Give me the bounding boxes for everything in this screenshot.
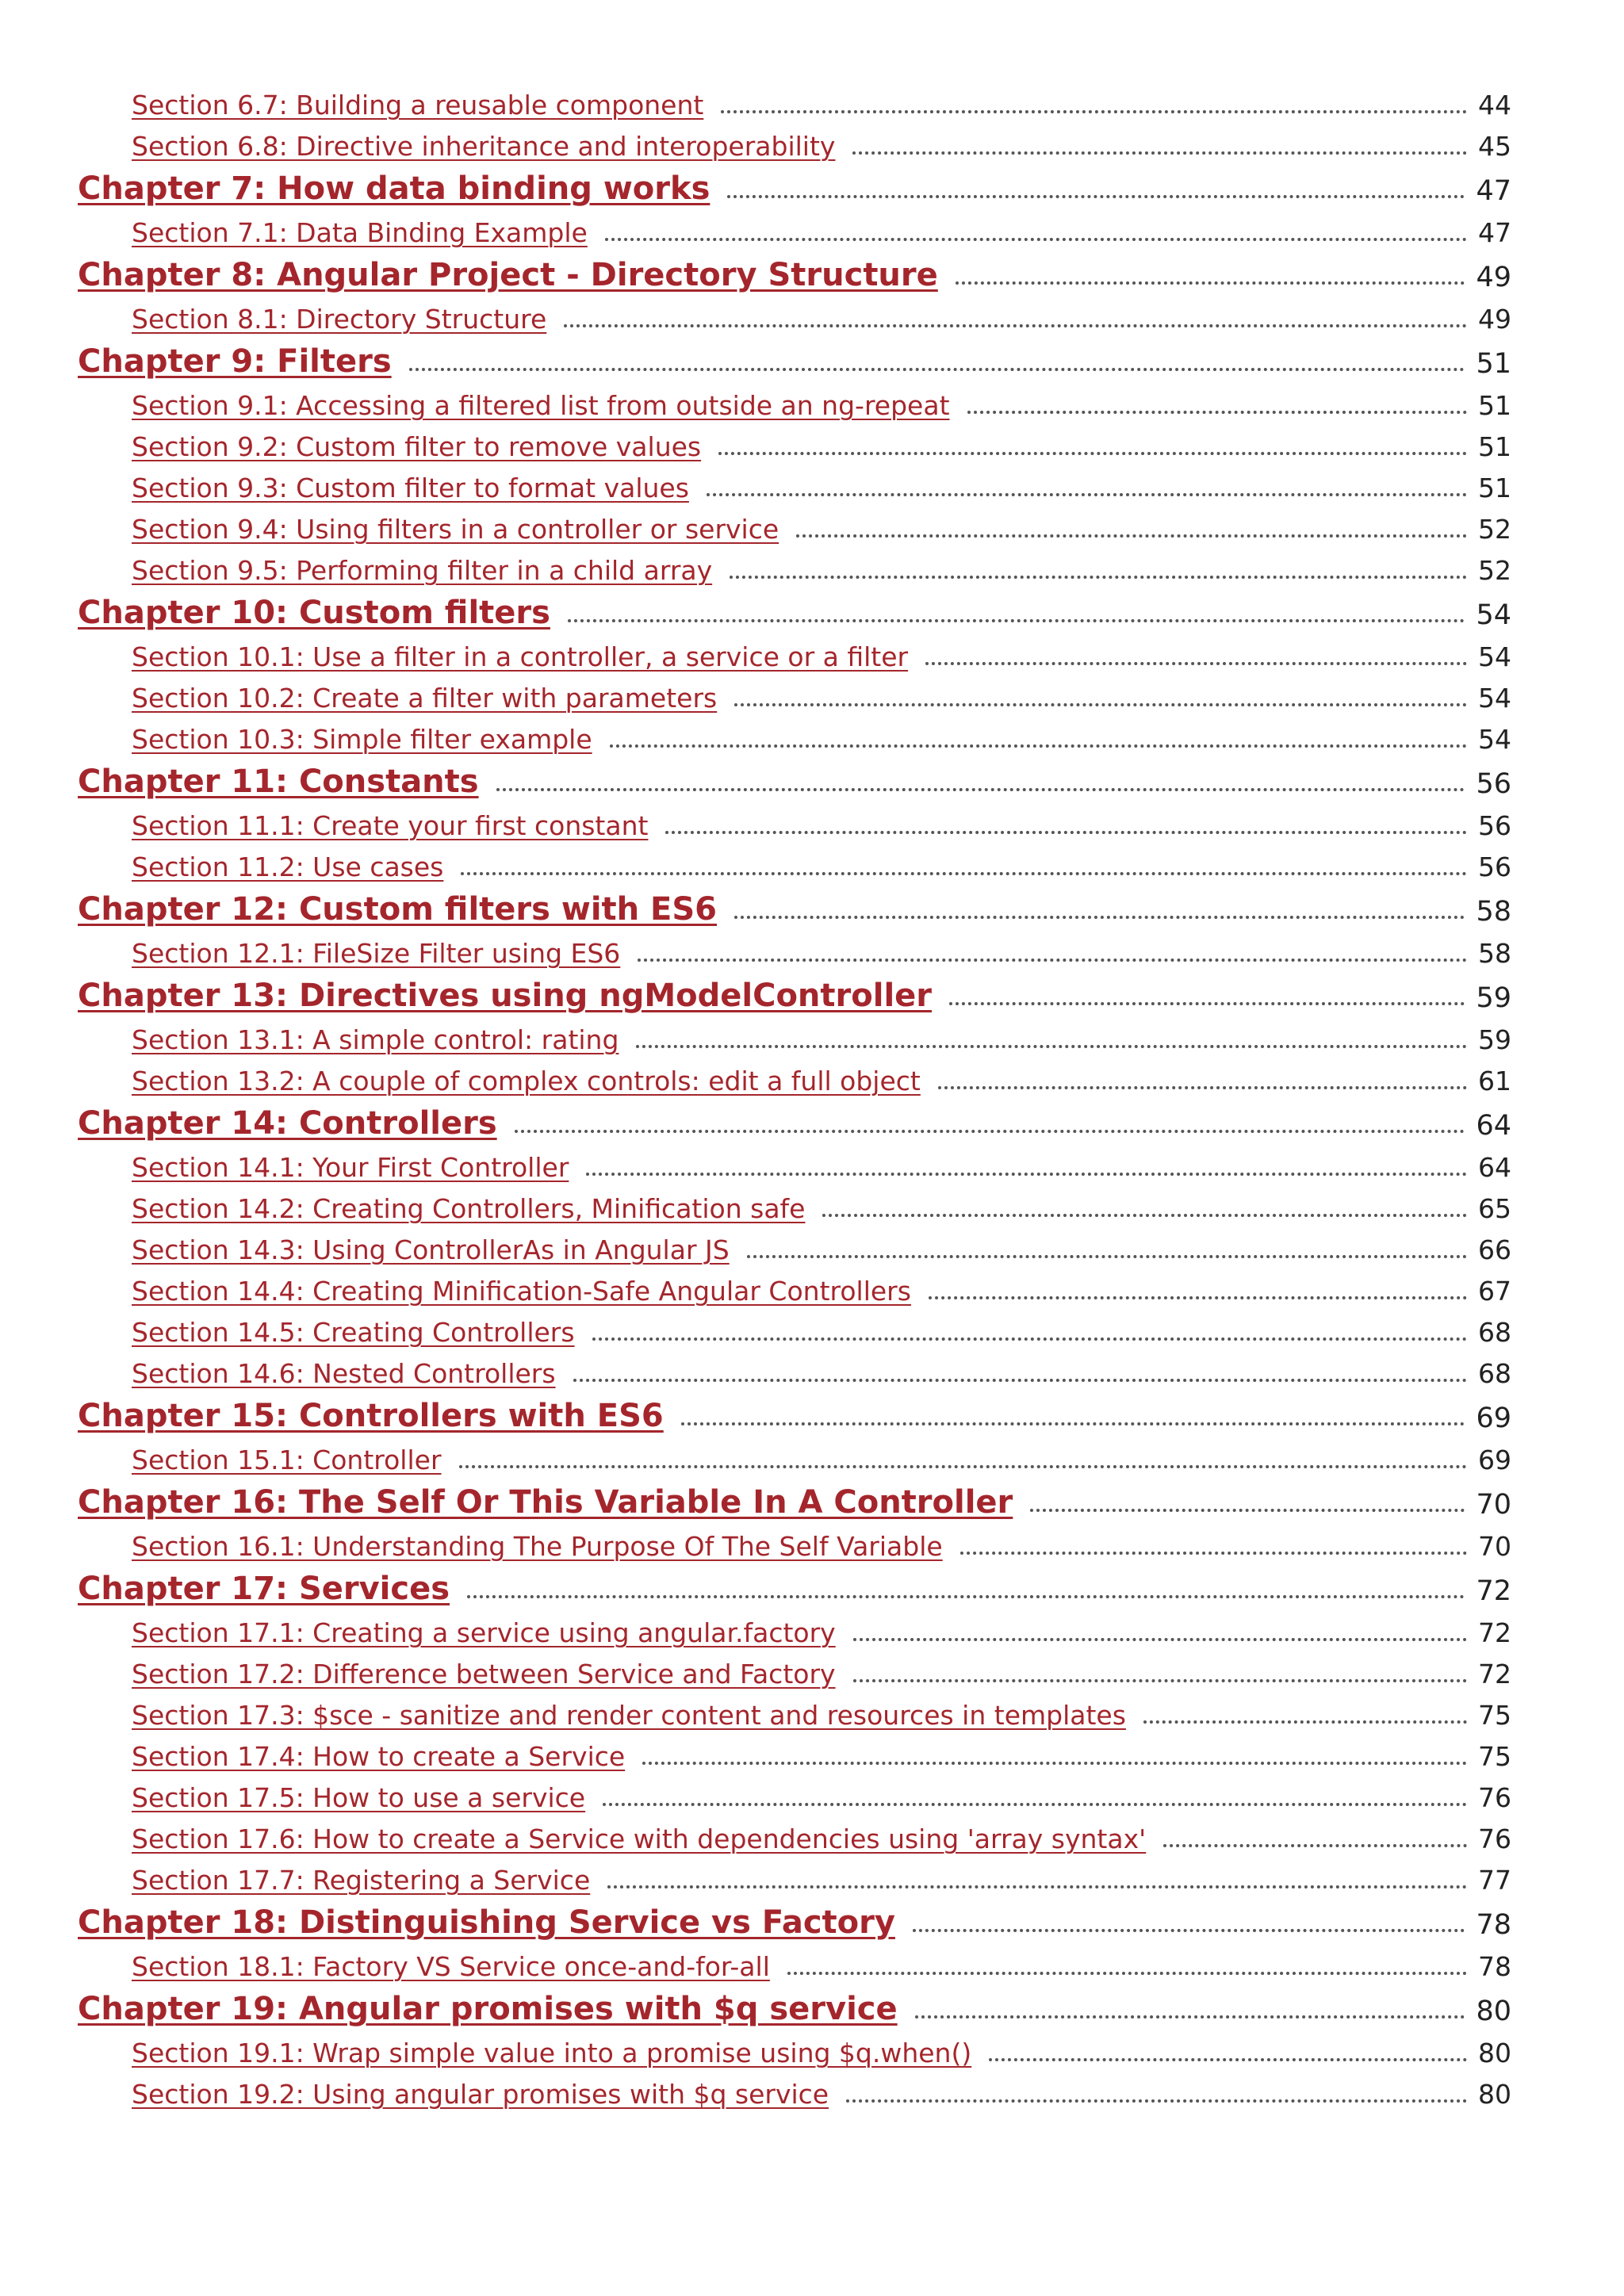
page-number: 56 bbox=[1478, 851, 1511, 882]
page-number: 61 bbox=[1478, 1066, 1511, 1096]
chapter-link[interactable]: Chapter 14: Controllers bbox=[78, 1105, 497, 1142]
page-number: 59 bbox=[1478, 1024, 1511, 1055]
page-number: 64 bbox=[1478, 1152, 1511, 1183]
section-link[interactable]: Section 17.2: Difference between Service and Factory bbox=[132, 1659, 836, 1689]
section-link[interactable]: Section 9.1: Accessing a filtered list from outside an ng-repeat bbox=[132, 390, 950, 421]
toc-section-row[interactable] bbox=[78, 1731, 1511, 1772]
section-link[interactable]: Section 9.2: Custom filter to remove values bbox=[132, 431, 702, 462]
toc-section-row[interactable] bbox=[78, 293, 1511, 335]
toc-section-row[interactable] bbox=[78, 1941, 1511, 1982]
page-number: 54 bbox=[1478, 724, 1511, 755]
section-link[interactable]: Section 17.5: How to use a service bbox=[132, 1782, 586, 1813]
page-number: 75 bbox=[1478, 1700, 1511, 1731]
dot-leader bbox=[1143, 1720, 1467, 1724]
page-number: 47 bbox=[1478, 217, 1511, 248]
dot-leader bbox=[929, 1296, 1467, 1299]
dot-leader bbox=[459, 1465, 1467, 1468]
page-number: 54 bbox=[1478, 683, 1511, 714]
chapter-link[interactable]: Chapter 7: How data binding works bbox=[78, 170, 710, 207]
dot-leader bbox=[564, 324, 1467, 327]
dot-leader bbox=[638, 959, 1467, 962]
page-number: 72 bbox=[1478, 1659, 1511, 1689]
page-number: 44 bbox=[1478, 90, 1511, 121]
section-link[interactable]: Section 17.6: How to create a Service with dependencies using 'array syntax' bbox=[132, 1823, 1147, 1854]
toc-section-row[interactable] bbox=[78, 800, 1511, 841]
dot-leader bbox=[853, 1638, 1467, 1641]
toc-section-row[interactable] bbox=[78, 928, 1511, 969]
page-number: 70 bbox=[1476, 1489, 1511, 1521]
dot-leader bbox=[727, 195, 1465, 198]
toc-section-row[interactable] bbox=[78, 714, 1511, 755]
page-number: 54 bbox=[1478, 641, 1511, 672]
toc-section-row[interactable] bbox=[78, 1521, 1511, 1562]
chapter-link[interactable]: Chapter 12: Custom filters with ES6 bbox=[78, 891, 718, 928]
page-number: 76 bbox=[1478, 1782, 1511, 1813]
section-link[interactable]: Section 11.2: Use cases bbox=[132, 851, 444, 882]
section-link[interactable]: Section 10.2: Create a filter with parameters bbox=[132, 683, 718, 714]
page-number: 80 bbox=[1478, 2038, 1511, 2068]
dot-leader bbox=[852, 151, 1467, 155]
section-link[interactable]: Section 17.1: Creating a service using angular.factory bbox=[132, 1617, 836, 1648]
toc-section-row[interactable] bbox=[78, 1607, 1511, 1648]
toc-chapter-row[interactable] bbox=[78, 586, 1511, 631]
toc-section-row[interactable] bbox=[78, 121, 1511, 162]
dot-leader bbox=[730, 576, 1467, 579]
toc-section-row[interactable] bbox=[78, 1348, 1511, 1389]
chapter-link[interactable]: Chapter 11: Constants bbox=[78, 763, 479, 800]
page-number: 65 bbox=[1478, 1193, 1511, 1224]
page-number: 75 bbox=[1478, 1741, 1511, 1772]
page-number: 64 bbox=[1476, 1110, 1511, 1142]
section-link[interactable]: Section 17.4: How to create a Service bbox=[132, 1741, 626, 1772]
toc-section-row[interactable] bbox=[78, 545, 1511, 586]
toc-section-row[interactable] bbox=[78, 1648, 1511, 1689]
section-link[interactable]: Section 13.2: A couple of complex controls: edit a full object bbox=[132, 1066, 921, 1096]
dot-leader bbox=[989, 2058, 1467, 2061]
dot-leader bbox=[665, 831, 1467, 834]
page-number: 78 bbox=[1478, 1951, 1511, 1982]
chapter-link[interactable]: Chapter 17: Services bbox=[78, 1571, 450, 1607]
dot-leader bbox=[636, 1045, 1467, 1048]
toc-chapter-row[interactable] bbox=[78, 162, 1511, 207]
dot-leader bbox=[461, 872, 1467, 875]
page-number: 52 bbox=[1478, 514, 1511, 545]
toc-section-row[interactable] bbox=[78, 1854, 1511, 1896]
page-number: 51 bbox=[1476, 348, 1511, 380]
page-number: 56 bbox=[1476, 768, 1511, 800]
toc-section-row[interactable] bbox=[78, 462, 1511, 503]
section-link[interactable]: Section 14.1: Your First Controller bbox=[132, 1152, 569, 1183]
dot-leader bbox=[787, 1972, 1467, 1975]
page-number: 72 bbox=[1478, 1617, 1511, 1648]
chapter-link[interactable]: Chapter 9: Filters bbox=[78, 343, 392, 380]
toc-section-row[interactable] bbox=[78, 1183, 1511, 1224]
dot-leader bbox=[949, 1002, 1465, 1005]
chapter-link[interactable]: Chapter 19: Angular promises with $q service bbox=[78, 1991, 898, 2027]
toc-section-row[interactable] bbox=[78, 380, 1511, 421]
section-link[interactable]: Section 13.1: A simple control: rating bbox=[132, 1024, 619, 1055]
toc-section-row[interactable] bbox=[78, 631, 1511, 672]
dot-leader bbox=[642, 1762, 1467, 1765]
section-link[interactable]: Section 14.3: Using ControllerAs in Angular JS bbox=[132, 1234, 730, 1265]
dot-leader bbox=[1163, 1844, 1467, 1847]
toc-chapter-row[interactable] bbox=[78, 1475, 1511, 1521]
dot-leader bbox=[846, 2099, 1467, 2103]
table-of-contents bbox=[78, 79, 1511, 2110]
section-link[interactable]: Section 11.1: Create your first constant bbox=[132, 810, 649, 841]
toc-section-row[interactable] bbox=[78, 1014, 1511, 1055]
chapter-link[interactable]: Chapter 16: The Self Or This Variable In A Controller bbox=[78, 1484, 1013, 1521]
toc-section-row[interactable] bbox=[78, 841, 1511, 882]
dot-leader bbox=[938, 1086, 1467, 1089]
page-number: 54 bbox=[1476, 599, 1511, 631]
section-link[interactable]: Section 18.1: Factory VS Service once-and-for-all bbox=[132, 1951, 770, 1982]
dot-leader bbox=[610, 744, 1467, 748]
dot-leader bbox=[607, 1885, 1467, 1888]
page-number: 56 bbox=[1478, 810, 1511, 841]
toc-section-row[interactable] bbox=[78, 503, 1511, 545]
page-number: 58 bbox=[1476, 896, 1511, 928]
toc-section-row[interactable] bbox=[78, 1772, 1511, 1813]
section-link[interactable]: Section 10.1: Use a filter in a controller, a service or a filter bbox=[132, 641, 909, 672]
toc-section-row[interactable] bbox=[78, 1055, 1511, 1096]
page-number: 59 bbox=[1476, 982, 1511, 1014]
page-number: 58 bbox=[1478, 938, 1511, 969]
toc-section-row[interactable] bbox=[78, 79, 1511, 121]
dot-leader bbox=[913, 1929, 1465, 1932]
dot-leader bbox=[573, 1379, 1467, 1382]
page-number: 68 bbox=[1478, 1317, 1511, 1348]
toc-section-row[interactable] bbox=[78, 421, 1511, 462]
toc-section-row[interactable] bbox=[78, 1265, 1511, 1307]
section-link[interactable]: Section 17.7: Registering a Service bbox=[132, 1865, 591, 1896]
dot-leader bbox=[853, 1679, 1467, 1682]
section-link[interactable]: Section 16.1: Understanding The Purpose Of The Self Variable bbox=[132, 1531, 943, 1562]
toc-chapter-row[interactable] bbox=[78, 335, 1511, 380]
section-link[interactable]: Section 9.4: Using filters in a controller or service bbox=[132, 514, 779, 545]
toc-chapter-row[interactable] bbox=[78, 1389, 1511, 1434]
page-number: 76 bbox=[1478, 1823, 1511, 1854]
page-number: 51 bbox=[1478, 473, 1511, 503]
page-number: 80 bbox=[1476, 1996, 1511, 2027]
page-number: 68 bbox=[1478, 1358, 1511, 1389]
dot-leader bbox=[956, 281, 1465, 285]
section-link[interactable]: Section 12.1: FileSize Filter using ES6 bbox=[132, 938, 621, 969]
dot-leader bbox=[592, 1337, 1467, 1341]
toc-section-row[interactable] bbox=[78, 207, 1511, 248]
page-number: 45 bbox=[1478, 131, 1511, 162]
section-link[interactable]: Section 9.5: Performing filter in a child array bbox=[132, 555, 713, 586]
page-number: 49 bbox=[1476, 262, 1511, 293]
toc-section-row[interactable] bbox=[78, 2068, 1511, 2110]
toc-chapter-row[interactable] bbox=[78, 882, 1511, 928]
page-number: 67 bbox=[1478, 1276, 1511, 1307]
dot-leader bbox=[605, 238, 1467, 241]
dot-leader bbox=[822, 1214, 1467, 1217]
dot-leader bbox=[681, 1422, 1465, 1425]
dot-leader bbox=[568, 619, 1465, 622]
page-number: 70 bbox=[1478, 1531, 1511, 1562]
dot-leader bbox=[467, 1595, 1465, 1598]
toc-section-row[interactable] bbox=[78, 1689, 1511, 1731]
page-number: 52 bbox=[1478, 555, 1511, 586]
toc-section-row[interactable] bbox=[78, 1142, 1511, 1183]
section-link[interactable]: Section 9.3: Custom filter to format values bbox=[132, 473, 689, 503]
toc-section-row[interactable] bbox=[78, 1813, 1511, 1854]
dot-leader bbox=[721, 110, 1467, 113]
section-link[interactable]: Section 14.2: Creating Controllers, Minification safe bbox=[132, 1193, 806, 1224]
dot-leader bbox=[734, 703, 1467, 706]
section-link[interactable]: Section 8.1: Directory Structure bbox=[132, 304, 547, 335]
section-link[interactable]: Section 6.8: Directive inheritance and interoperability bbox=[132, 131, 836, 162]
dot-leader bbox=[496, 788, 1465, 791]
section-link[interactable]: Section 15.1: Controller bbox=[132, 1445, 442, 1475]
dot-leader bbox=[967, 411, 1467, 414]
page-number: 77 bbox=[1478, 1865, 1511, 1896]
chapter-link[interactable]: Chapter 10: Custom filters bbox=[78, 595, 550, 631]
dot-leader bbox=[718, 452, 1467, 455]
chapter-link[interactable]: Chapter 15: Controllers with ES6 bbox=[78, 1398, 664, 1434]
page-number: 66 bbox=[1478, 1234, 1511, 1265]
toc-chapter-row[interactable] bbox=[78, 1982, 1511, 2027]
dot-leader bbox=[915, 2015, 1465, 2019]
dot-leader bbox=[515, 1130, 1465, 1133]
dot-leader bbox=[409, 368, 1465, 371]
toc-chapter-row[interactable] bbox=[78, 755, 1511, 800]
toc-chapter-row[interactable] bbox=[78, 1096, 1511, 1142]
page-number: 49 bbox=[1478, 304, 1511, 335]
toc-section-row[interactable] bbox=[78, 1307, 1511, 1348]
section-link[interactable]: Section 7.1: Data Binding Example bbox=[132, 217, 588, 248]
dot-leader bbox=[707, 493, 1467, 496]
section-link[interactable]: Section 6.7: Building a reusable component bbox=[132, 90, 704, 121]
dot-leader bbox=[960, 1552, 1467, 1555]
toc-chapter-row[interactable] bbox=[78, 248, 1511, 293]
page-number: 69 bbox=[1476, 1402, 1511, 1434]
toc-chapter-row[interactable] bbox=[78, 969, 1511, 1014]
page-number: 69 bbox=[1478, 1445, 1511, 1475]
chapter-link[interactable]: Chapter 13: Directives using ngModelController bbox=[78, 978, 933, 1014]
section-link[interactable]: Section 19.1: Wrap simple value into a promise using $q.when() bbox=[132, 2038, 972, 2068]
page-number: 51 bbox=[1478, 431, 1511, 462]
toc-section-row[interactable] bbox=[78, 1224, 1511, 1265]
dot-leader bbox=[586, 1173, 1467, 1176]
page-number: 80 bbox=[1478, 2079, 1511, 2110]
section-link[interactable]: Section 14.4: Creating Minification-Safe Angular Controllers bbox=[132, 1276, 911, 1307]
section-link[interactable]: Section 19.2: Using angular promises with $q service bbox=[132, 2079, 829, 2110]
dot-leader bbox=[603, 1803, 1467, 1806]
dot-leader bbox=[1030, 1509, 1465, 1512]
section-link[interactable]: Section 10.3: Simple filter example bbox=[132, 724, 592, 755]
page-number: 51 bbox=[1478, 390, 1511, 421]
page-number: 47 bbox=[1476, 175, 1511, 207]
dot-leader bbox=[925, 662, 1467, 665]
toc-section-row[interactable] bbox=[78, 2027, 1511, 2068]
page-number: 72 bbox=[1476, 1575, 1511, 1607]
toc-chapter-row[interactable] bbox=[78, 1562, 1511, 1607]
dot-leader bbox=[734, 916, 1465, 919]
chapter-link[interactable]: Chapter 18: Distinguishing Service vs Factory bbox=[78, 1904, 895, 1941]
section-link[interactable]: Section 14.5: Creating Controllers bbox=[132, 1317, 575, 1348]
chapter-link[interactable]: Chapter 8: Angular Project - Directory Structure bbox=[78, 257, 938, 293]
toc-section-row[interactable] bbox=[78, 1434, 1511, 1475]
toc-chapter-row[interactable] bbox=[78, 1896, 1511, 1941]
section-link[interactable]: Section 17.3: $sce - sanitize and render content and resources in templates bbox=[132, 1700, 1126, 1731]
dot-leader bbox=[747, 1255, 1467, 1258]
page-number: 78 bbox=[1476, 1909, 1511, 1941]
toc-section-row[interactable] bbox=[78, 672, 1511, 714]
dot-leader bbox=[796, 534, 1467, 538]
section-link[interactable]: Section 14.6: Nested Controllers bbox=[132, 1358, 556, 1389]
